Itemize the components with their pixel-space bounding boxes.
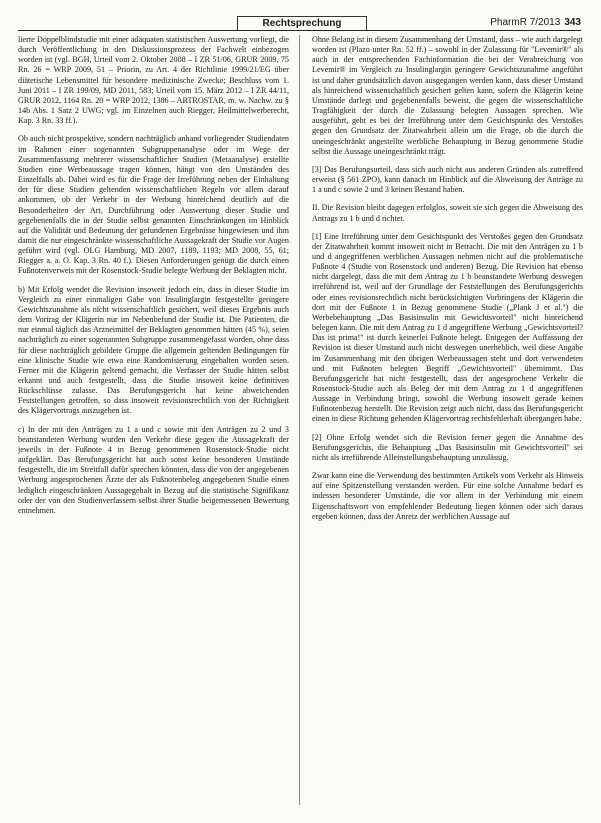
journal-name: PharmR 7/2013	[490, 17, 561, 28]
paragraph: b) Mit Erfolg wendet die Revision insoweit jedoch ein, dass in dieser Studie im Vergleich zu einer einmaligen Gabe von Insulinglargin festgestellte geringere Gewichtszunahme als nicht wissenschaftlich gesichert, weil dieses Ergebnis auch dem Vortrag der Klägerin nur im Nebenbefund der Studie ist. Die Patienten, die nur einmal täglich das Arzneimittel der Beklagten genommen hätten (45 %), seien nachträglich zu einer sogenannten Subgruppe zusammengefasst worden, ohne dass für diese nachträglich gebildete Gruppe die allgemein geltenden Bedingungen für eine klinische Studie wie etwa eine Randomisierung eingehalten worden seien. Ferner mit die Klägerin geltend gemacht, die Verfasser der Studie hätten selbst erkannt und auch festgestellt, dass die Studie insoweit keine definitiven Rückschlüsse zulasse. Das Berufungsgericht hat keine abweichenden Feststellungen getroffen, so dass insoweit revisionsrechtlich von der Richtigkeit des Klägervortrags auszugehen ist.	[18, 284, 289, 416]
section-title: Rechtsprechung	[237, 16, 367, 31]
paragraph: [2] Ohne Erfolg wendet sich die Revision ferner gegen die Annahme des Berufungsgerichts, die Behauptung „Das Basisinsulin mit Gewichtsvorteil" sei nicht als irreführende Alleinstellungsbehauptung unzulässig.	[312, 432, 583, 462]
page-number: 343	[564, 17, 581, 28]
paragraph: Ob auch nicht prospektive, sondern nachträglich anhand vorliegender Studiendaten im Rahmen einer sogenannten Subgruppenanalyse oder im Wege der Zusammenfassung mehrerer wissenschaftlicher Studien (Metaanalyse) erstellte Studien eine Werbeaussage tragen können, hängt von den Umständen des Einzelfalls ab. Dabei wird es für die Frage der Irreführung neben der Einhaltung der für diese Studien geltenden wissenschaftlichen Regeln vor allem darauf ankommen, ob der Verkehr in der Werbung hinreichend deutlich auf die Besonderheiten der Art, Durchführung oder Auswertung dieser Studie und gegebenenfalls die in der Studie selbst genannten Einschränkungen im Hinblick auf die Validität und Bedeutung der gefundenen Ergebnisse hingewiesen und ihm damit die nur eingeschränkte wissenschaftliche Aussagekraft der Studie vor Augen geführt wird (vgl. OLG Hamburg, MD 2007, 1189, 1193; MD 2008, 55, 61; Riegger a. a. O. Kap. 3 Rn. 40 f.). Diesen Anforderungen genügt die durch einen Fußnotenverweis mit der Rosenstock-Studie belegte Werbung der Beklagten nicht.	[18, 134, 289, 276]
left-column	[18, 35, 289, 805]
paragraph: [3] Das Berufungsurteil, dass sich auch nicht aus anderen Gründen als zutreffend erweist (§ 561 ZPO), kann danach im Hinblick auf die Abweisung der Anträge zu 1 a und c sowie 2 und 3 keinen Bestand haben.	[312, 164, 583, 195]
paragraph: Zwar kann eine die Verwendung des bestimmten Artikels vom Verkehr als Hinweis auf eine Spitzenstellung verstanden werden. Für eine solche Annahme bedarf es indessen besonderer Umstände, die vor allem in der Verbindung mit einem Eigenschaftswort von empfehlender Bedeutung liegen können oder sich daraus ergeben können, dass der Anreiz der werblichen Aussage auf	[312, 471, 583, 521]
page-header	[0, 0, 601, 30]
paragraph: c) In der mit den Anträgen zu 1 a und c sowie mit den Anträgen zu 2 und 3 beanstandeten Werbung wurden den Verkehr diese gegen die Aussagekraft der jeweils in der Fußnote 4 in Bezug genommenen Rosenstock-Studie nicht aufgeklärt. Das Berufungsgericht hat auch sonst keine besonderen Umstände festgestellt, die im Streitfall dafür sprechen könnten, dass die von der angegebenen Werbung angesprochenen Ärzte der als Fußnotenbeleg angegebenen Studie einen lediglich eingeschränkten Aussagegehalt in Bezug auf die statistische Signifikanz oder der von den Studienverfassern selbst ihrer Studie beigemessenen Bewertung entnehmen.	[18, 424, 289, 515]
journal-reference	[490, 17, 581, 28]
paragraph: lierte Doppelblindstudie mit einer adäquaten statistischen Auswertung vorliegt, die durch Veröffentlichung in den Diskussionsprozess der Fachwelt einbezogen worden ist (vgl. BGH, Urteil vom 2. Oktober 2008 – I ZR 51/06, GRUR 2009, 75 Rn. 26 = WRP 2009, 51 – Priorin, zu Art. 4 der Richtlinie 1999/21/EG über diätetische Lebensmittel für besondere medizinische Zwecke; Beschluss vom 1. Juni 2011 – I ZR 199/09, MD 2011, 583; Urteil vom 15. März 2012 – I ZR 44/11, GRUR 2012, 1164 Rn. 20 = WRP 2012, 1386 – ARTROSTAR, m. w. Nachw. zu § 14b Abs. 1 Satz 2 UWG; vgl. im Einzelnen auch Riegger, Heilmittelwerberecht, Kap. 3 Rn. 33 ff.).	[18, 35, 289, 126]
paragraph: [1] Eine Irreführung unter dem Gesichtspunkt des Verstoßes gegen den Grundsatz der Zitatwahrheit kommt insoweit nicht in Betracht. Die mit den Anträgen zu 1 b und d angegriffenen werblichen Aussagen nehmen nicht auf die problematische Fußnote 4 (Studie von Rosenstock und anderen) Bezug. Die Revision hat ebenso nicht dargelegt, dass die mit dem Antrag zu 1 b beanstandete Werbung deswegen irreführend ist, weil auf der Grundlage der Feststellungen des Berufungsgerichts oder eines revisionsrechtlich nicht berücksichtigten Vorbringens der Klägerin die dort mit der Fußnote 1 in Bezug genommene Studie („Plank J et al.") die Werbebehauptung „Das Basisinsulin mit Gewichtsvorteil" nicht hinreichend belegen kann. Die mit dem Antrag zu 1 d angegriffene Werbung „Gewichtsvorteil? Das ist prima!" ist durch keinerlei Fußnote belegt. Entgegen der Auffassung der Revision ist dieser Umstand auch nicht deswegen unerheblich, weil diese Angabe im Zusammenhang mit den übrigen Werbeaussagen steht und dort verwendeten und mit Fußnoten belegten Begriff „Gewichtsvorteil" übernimmt. Das Berufungsgericht hat nicht festgestellt, dass der angesprochene Verkehr die Rosenstock-Studie auch als Beleg der mit dem Antrag zu 1 d angegriffenen Aussage in Verbindung bringt, sowohl die Werbung insoweit gerade keinen Fußnotenbezug herstellt. Die Revision zeigt auch nicht, dass das Berufungsgericht einen in diese Richtung gehenden Klägervortrag rechtsfehlerhaft übergangen habe.	[312, 231, 583, 424]
header-rule	[18, 30, 581, 31]
column-divider	[299, 35, 300, 805]
paragraph: Ohne Belang ist in diesem Zusammenhang der Umstand, dass – wie auch dargelegt worden ist (Plazo unter Rn. 52 ff.) – sowohl in der Zulassung für "Levemir®" als auch in der entsprechenden Fachinformation die bei der Verabreichung von Levemir® im Vergleich zu Insulinglargin geringere Gewichtszunahme angeführt ist und daher grundsätzlich davon ausgegangen werden kann, dass dieser Umstand als hinreichend wissenschaftlich gesichert gelten kann, sofern die Klägerin keine Umstände darlegt und gegebenenfalls beweist, die gegen die wissenschaftliche Tragfähigkeit der durch die Zulassung belegten Aussagen sprechen. Wie ausgeführt, geht es bei der Irreführung unter dem Gesichtspunkt des Verstoßes gegen den Grundsatz der Zitatwahrheit allein um die Frage, ob die durch die uneingeschränkt angestellte werbliche Behauptung in Bezug genommene Studie selbst die Aussage uneingeschränkt trägt.	[312, 35, 583, 156]
right-column	[312, 35, 583, 805]
paragraph: II. Die Revision bleibt dagegen erfolglos, soweit sie sich gegen die Abweisung des Antrags zu 1 b und d richtet.	[312, 203, 583, 223]
